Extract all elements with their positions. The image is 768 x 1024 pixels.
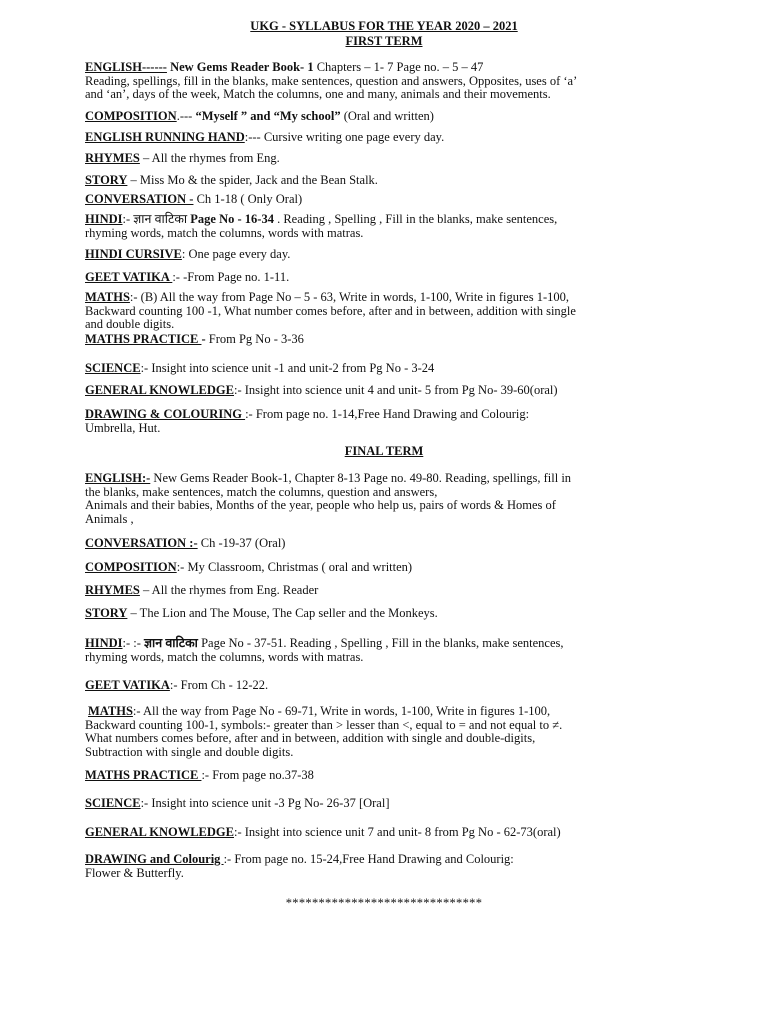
final-term-heading: FINAL TERM: [344, 444, 424, 458]
ft-running-hand-text: :--- Cursive writing one page every day.: [244, 130, 445, 144]
ft-composition-section: [85, 110, 685, 124]
fn-geet-vatika-section: [85, 679, 685, 693]
ft-hindi-cursive-text: : One page every day.: [181, 247, 291, 261]
ft-geet-vatika-heading: GEET VATIKA: [85, 270, 173, 284]
fn-english-section: [85, 472, 685, 527]
fn-hindi-sep: :- :-: [122, 636, 145, 650]
fn-hindi-book: ज्ञान वाटिका: [144, 636, 198, 650]
fn-maths-section: [85, 705, 685, 760]
ft-composition-heading: COMPOSITION: [85, 109, 177, 123]
ft-maths-line2: Backward counting 100 -1, What number comes before, after and in between, addition with single: [85, 303, 576, 318]
ft-maths-practice-section: [85, 333, 685, 347]
ft-english-book: New Gems Reader Book- 1: [166, 60, 314, 74]
fn-english-heading: ENGLISH:-: [85, 471, 151, 485]
ft-maths-section: [85, 291, 685, 332]
fn-maths-line1: :- All the way from Page No - 69-71, Write in words, 1-100, Write in figures 1-100,: [132, 704, 551, 718]
ft-maths-practice-heading: MATHS PRACTICE: [85, 332, 202, 346]
ft-drawing-line1: :- From page no. 1-14,Free Hand Drawing and Colourig:: [245, 407, 530, 421]
fn-hindi-heading: HINDI: [85, 636, 123, 650]
ft-science-text: :- Insight into science unit -1 and unit-2 from Pg No - 3-24: [140, 361, 435, 375]
ft-rhymes-text: – All the rhymes from Eng.: [139, 151, 280, 165]
fn-english-line3: Animals and their babies, Months of the year, people who help us, pairs of words & Homes of: [85, 498, 556, 513]
ft-hindi-cursive-heading: HINDI CURSIVE: [85, 247, 182, 261]
fn-english-line1: New Gems Reader Book-1, Chapter 8-13 Page no. 49-80. Reading, spellings, fill in: [150, 471, 572, 485]
ft-composition-sep: .---: [176, 109, 196, 123]
ft-science-heading: SCIENCE: [85, 361, 141, 375]
ft-hindi-heading: HINDI: [85, 212, 123, 226]
ft-story-section: [85, 174, 685, 188]
fn-drawing-heading: DRAWING and Colourig: [85, 852, 224, 866]
ft-english-section: [85, 61, 685, 102]
ft-english-heading: ENGLISH------: [85, 60, 167, 74]
footer-stars: ******************************: [285, 896, 483, 910]
fn-story-section: [85, 607, 685, 621]
ft-maths-line3: and double digits.: [85, 317, 175, 332]
fn-science-heading: SCIENCE: [85, 796, 141, 810]
fn-geet-vatika-heading: GEET VATIKA: [85, 678, 170, 692]
ft-maths-practice-text: From Pg No - 3-36: [208, 332, 304, 346]
ft-rhymes-section: [85, 152, 685, 166]
fn-english-line2: the blanks, make sentences, match the columns, question and answers,: [85, 484, 438, 499]
fn-maths-heading: MATHS: [88, 704, 133, 718]
ft-hindi-line2: rhyming words, match the columns, words with matras.: [85, 225, 364, 240]
ft-hindi-book: :- ज्ञान वाटिका: [122, 212, 191, 226]
ft-gk-section: [85, 384, 685, 398]
fn-maths-practice-section: [85, 769, 685, 783]
fn-composition-heading: COMPOSITION: [85, 560, 177, 574]
fn-maths-line3: What numbers comes before, after and in between, addition with single and double-digits,: [85, 731, 536, 746]
fn-maths-practice-text: :- From page no.37-38: [201, 768, 314, 782]
fn-maths-line4: Subtraction with single and double digits.: [85, 745, 294, 760]
ft-maths-practice-sep: -: [201, 332, 209, 346]
ft-conversation-heading: CONVERSATION -: [85, 192, 194, 206]
ft-gk-text: :- Insight into science unit 4 and unit- 5 from Pg No- 39-60(oral): [234, 383, 558, 397]
ft-rhymes-heading: RHYMES: [85, 151, 140, 165]
ft-geet-vatika-text: :- -From Page no. 1-11.: [172, 270, 290, 284]
ft-english-line1: [85, 61, 685, 75]
ft-story-heading: STORY: [85, 173, 128, 187]
fn-story-text: – The Lion and The Mouse, The Cap seller and the Monkeys.: [127, 606, 438, 620]
fn-rhymes-section: [85, 584, 685, 598]
ft-running-hand-heading: ENGLISH RUNNING HAND: [85, 130, 245, 144]
fn-rhymes-heading: RHYMES: [85, 583, 140, 597]
fn-rhymes-text: – All the rhymes from Eng. Reader: [139, 583, 319, 597]
fn-science-section: [85, 797, 685, 811]
fn-hindi-line1: Page No - 37-51. Reading , Spelling , Fill in the blanks, make sentences,: [197, 636, 564, 650]
fn-conversation-text: Ch -19-37 (Oral): [197, 536, 286, 550]
fn-composition-text: :- My Classroom, Christmas ( oral and written): [176, 560, 413, 574]
fn-conversation-section: [85, 537, 685, 551]
fn-gk-text: :- Insight into science unit 7 and unit- 8 from Pg No - 62-73(oral): [234, 825, 561, 839]
fn-hindi-line2: rhyming words, match the columns, words with matras.: [85, 649, 364, 664]
ft-english-chapters: Chapters – 1- 7 Page no. – 5 – 47: [313, 60, 484, 74]
ft-hindi-pages: Page No - 16-34: [190, 212, 274, 226]
fn-gk-section: [85, 826, 685, 840]
ft-composition-topics: “Myself ” and “My school”: [195, 109, 341, 123]
ft-drawing-section: [85, 408, 685, 435]
ft-maths-line1: :- (B) All the way from Page No – 5 - 63, Write in words, 1-100, Write in figures 1-100,: [129, 290, 570, 304]
ft-english-line3: and ‘an’, days of the week, Match the columns, one and many, animals and their movements.: [85, 87, 551, 102]
ft-geet-vatika-section: [85, 271, 685, 285]
fn-story-heading: STORY: [85, 606, 128, 620]
fn-conversation-heading: CONVERSATION :-: [85, 536, 198, 550]
ft-drawing-line2: Umbrella, Hut.: [85, 420, 161, 435]
ft-english-line2: Reading, spellings, fill in the blanks, make sentences, question and answers, Opposites, uses of ‘a’: [85, 73, 578, 88]
fn-composition-section: [85, 561, 685, 575]
fn-hindi-section: [85, 637, 685, 664]
ft-science-section: [85, 362, 685, 376]
first-term-heading: FIRST TERM: [345, 34, 423, 48]
ft-hindi-cursive-section: [85, 248, 685, 262]
ft-story-text: – Miss Mo & the spider, Jack and the Bean Stalk.: [127, 173, 378, 187]
fn-maths-practice-heading: MATHS PRACTICE: [85, 768, 202, 782]
ft-drawing-heading: DRAWING & COLOURING: [85, 407, 246, 421]
fn-drawing-section: [85, 853, 685, 880]
ft-running-hand-section: [85, 131, 685, 145]
fn-english-line4: Animals ,: [85, 512, 134, 527]
ft-hindi-section: [85, 213, 685, 240]
ft-conversation-section: [85, 193, 685, 207]
fn-geet-vatika-text: :- From Ch - 12-22.: [169, 678, 269, 692]
fn-science-text: :- Insight into science unit -3 Pg No- 26-37 [Oral]: [140, 796, 390, 810]
ft-gk-heading: GENERAL KNOWLEDGE: [85, 383, 234, 397]
fn-drawing-line1: :- From page no. 15-24,Free Hand Drawing and Colourig:: [223, 852, 514, 866]
fn-maths-line2: Backward counting 100-1, symbols:- greater than > lesser than <, equal to = and not equal to ≠.: [85, 717, 563, 732]
ft-composition-text: (Oral and written): [340, 109, 434, 123]
ft-maths-heading: MATHS: [85, 290, 130, 304]
fn-gk-heading: GENERAL KNOWLEDGE: [85, 825, 234, 839]
ft-conversation-text: Ch 1-18 ( Only Oral): [193, 192, 303, 206]
document-title: UKG - SYLLABUS FOR THE YEAR 2020 – 2021: [250, 19, 518, 33]
ft-hindi-line1: . Reading , Spelling , Fill in the blanks, make sentences,: [273, 212, 558, 226]
fn-drawing-line2: Flower & Butterfly.: [85, 865, 184, 880]
